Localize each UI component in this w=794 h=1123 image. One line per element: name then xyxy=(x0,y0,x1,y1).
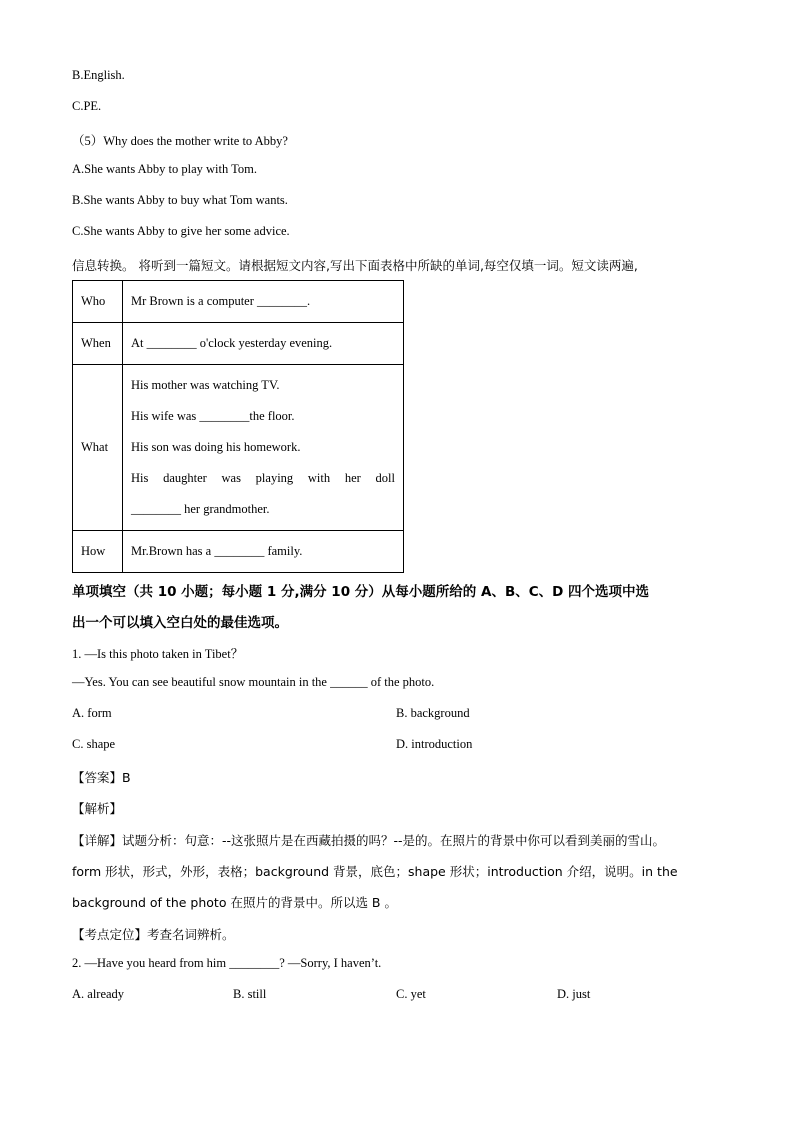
q2-option-a: A. already xyxy=(72,987,125,1001)
what-line: His son was doing his homework. xyxy=(131,440,301,454)
question-1-reply: —Yes. You can see beautiful snow mountain in the ______ of the photo. xyxy=(72,675,435,689)
question-1: 1. —Is this photo taken in Tibet？ xyxy=(72,647,244,661)
q2-option-d: D. just xyxy=(557,987,591,1001)
q1-option-d: D. introduction xyxy=(396,737,473,751)
word: with xyxy=(307,471,331,485)
table-row xyxy=(73,365,404,531)
word: her xyxy=(344,471,361,485)
table-value-how: Mr.Brown has a ________ family. xyxy=(123,531,404,573)
table-key-how: How xyxy=(73,531,123,573)
word: was xyxy=(221,471,241,485)
q2-option-c: C. yet xyxy=(396,987,426,1001)
word: daughter xyxy=(163,471,207,485)
what-line: ________ her grandmother. xyxy=(131,502,270,516)
section-heading: 单项填空（共 10 小题；每小题 1 分,满分 10 分）从每小题所给的 A、B、C、D 四个选项中选 xyxy=(72,584,650,600)
what-line-justified xyxy=(131,463,395,494)
table-value-who: Mr Brown is a computer ________. xyxy=(123,281,404,323)
knowledge-point: 【考点定位】考查名词辨析。 xyxy=(72,927,235,942)
answer: 【答案】B xyxy=(72,770,131,785)
q5-option-a: A.She wants Abby to play with Tom. xyxy=(72,162,258,176)
word: playing xyxy=(255,471,294,485)
analysis-detail: 【详解】试题分析：句意：--这张照片是在西藏拍摄的吗？--是的。在照片的背景中你可以看到美丽的雪山。 xyxy=(72,833,666,848)
analysis-detail: background of the photo 在照片的背景中。所以选 B 。 xyxy=(72,895,397,910)
table-row xyxy=(73,323,404,365)
table-value-what xyxy=(123,365,404,531)
q2-option-b: B. still xyxy=(233,987,267,1001)
option-line: B.English. xyxy=(72,68,125,82)
q1-option-c: C. shape xyxy=(72,737,116,751)
table-key-when: When xyxy=(73,323,123,365)
table-key-what: What xyxy=(73,365,123,531)
table-row xyxy=(73,531,404,573)
q1-option-b: B. background xyxy=(396,706,470,720)
analysis-detail: form 形状，形式，外形，表格；background 背景，底色；shape 形状；introduction 介绍，说明。in the xyxy=(72,864,678,879)
q5-option-c: C.She wants Abby to give her some advice. xyxy=(72,224,290,238)
table-value-when: At ________ o'clock yesterday evening. xyxy=(123,323,404,365)
question-5: （5）Why does the mother write to Abby? xyxy=(72,134,288,148)
what-line: His mother was watching TV. xyxy=(131,378,280,392)
info-instruction: 信息转换。 将听到一篇短文。请根据短文内容,写出下面表格中所缺的单词,每空仅填一词。短文读两遍, xyxy=(72,258,638,273)
section-heading: 出一个可以填入空白处的最佳选项。 xyxy=(72,615,288,631)
question-2: 2. —Have you heard from him ________? —Sorry, I haven’t. xyxy=(72,956,382,970)
what-line: His wife was ________the floor. xyxy=(131,409,295,423)
info-table xyxy=(72,280,404,573)
word: doll xyxy=(375,471,395,485)
table-key-who: Who xyxy=(73,281,123,323)
table-row xyxy=(73,281,404,323)
q1-option-a: A. form xyxy=(72,706,112,720)
word: His xyxy=(131,471,149,485)
q5-option-b: B.She wants Abby to buy what Tom wants. xyxy=(72,193,288,207)
option-line: C.PE. xyxy=(72,99,102,113)
analysis-label: 【解析】 xyxy=(72,801,123,816)
